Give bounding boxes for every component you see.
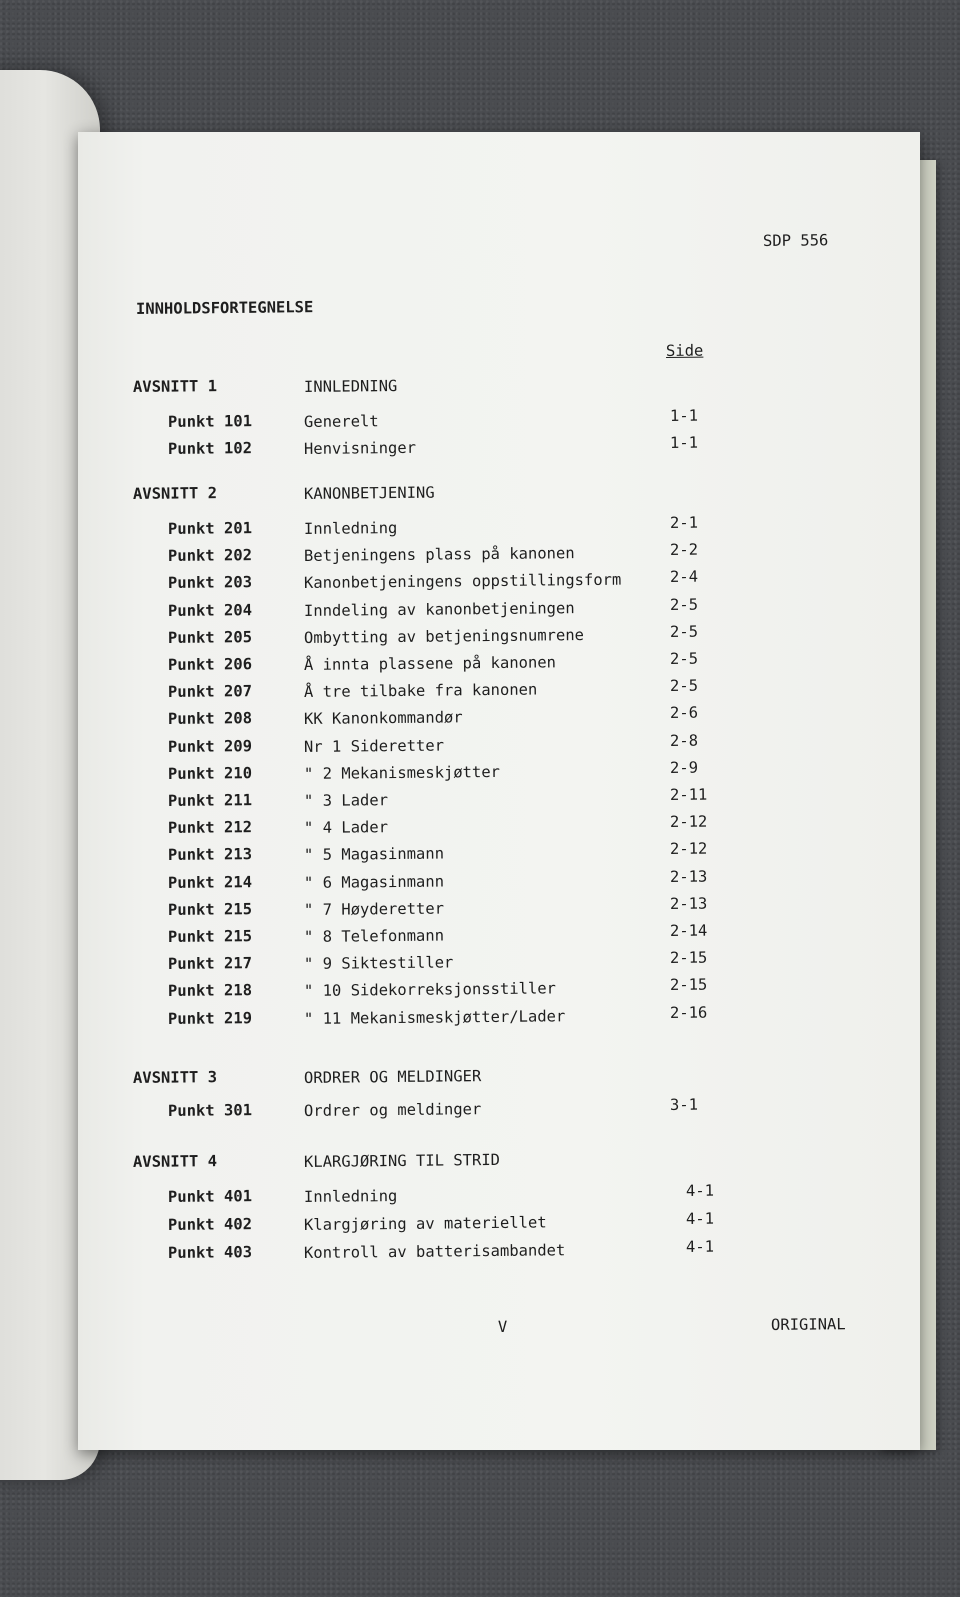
toc-item-page: 2-14: [669, 921, 708, 940]
toc-item-punkt: Punkt 215: [167, 927, 253, 946]
toc-item-page: 1-1: [669, 406, 699, 425]
toc-item-page: 4-1: [685, 1237, 715, 1256]
toc-item-punkt: Punkt 219: [167, 1008, 253, 1028]
document-page: [78, 132, 920, 1450]
toc-item-page: 2-16: [669, 1003, 708, 1022]
toc-item-page: 2-1: [669, 513, 699, 532]
toc-item-title: Betjeningens plass på kanonen: [303, 544, 575, 566]
toc-item-punkt: Punkt 102: [167, 439, 253, 458]
toc-item-punkt: Punkt 206: [167, 655, 253, 674]
toc-item-punkt: Punkt 213: [167, 845, 253, 865]
toc-item-punkt: Punkt 402: [167, 1215, 253, 1234]
toc-item-title: Nr 1 Sideretter: [303, 736, 445, 756]
toc-item-page: 4-1: [685, 1209, 715, 1228]
toc-item-page: 2-12: [669, 840, 708, 859]
toc-item-title: " 9 Siktestiller: [303, 953, 454, 974]
toc-item-punkt: Punkt 205: [167, 627, 253, 647]
toc-item-title: " 8 Telefonmann: [303, 926, 445, 946]
toc-item-page: 1-1: [669, 433, 699, 452]
toc-item-page: 4-1: [685, 1181, 715, 1200]
section-title: KANONBETJENING: [303, 483, 435, 503]
toc-item-title: Ordrer og meldinger: [303, 1100, 482, 1120]
toc-item-punkt: Punkt 210: [167, 763, 253, 783]
toc-item-title: " 2 Mekanismeskjøtter: [303, 762, 501, 783]
toc-item-punkt: Punkt 204: [167, 600, 253, 620]
toc-item-punkt: Punkt 215: [167, 899, 253, 919]
toc-item-title: Inndeling av kanonbetjeningen: [303, 598, 575, 620]
toc-item-title: Kanonbetjeningens oppstillingsform: [303, 571, 622, 593]
page-number: V: [497, 1317, 508, 1336]
toc-item-page: 2-2: [669, 540, 699, 560]
toc-item-title: Klargjøring av materiellet: [303, 1213, 547, 1234]
toc-item-title: " 10 Sidekorreksjonsstiller: [303, 979, 557, 1001]
toc-item-title: Kontroll av batterisambandet: [303, 1241, 566, 1262]
original-label: ORIGINAL: [771, 1315, 847, 1334]
toc-item-punkt: Punkt 218: [167, 981, 253, 1001]
section-label: AVSNITT 2: [132, 484, 218, 503]
section-title: INNLEDNING: [303, 377, 398, 396]
toc-item-title: Innledning: [303, 519, 398, 538]
toc-item-title: " 11 Mekanismeskjøtter/Lader: [303, 1006, 566, 1028]
toc-item-page: 3-1: [669, 1095, 699, 1114]
toc-item-punkt: Punkt 403: [167, 1243, 253, 1262]
toc-item-page: 2-12: [669, 812, 708, 832]
toc-item-title: " 6 Magasinmann: [303, 872, 445, 892]
toc-item-title: Henvisninger: [303, 438, 417, 458]
section-title: KLARGJØRING TIL STRID: [303, 1150, 501, 1171]
toc-item-page: 2-6: [669, 704, 699, 723]
toc-item-title: Generelt: [303, 412, 379, 431]
toc-item-page: 2-5: [669, 622, 699, 641]
toc-item-punkt: Punkt 201: [167, 519, 253, 538]
toc-item-punkt: Punkt 101: [167, 412, 253, 431]
toc-item-title: Ombytting av betjeningsnumrene: [303, 625, 585, 647]
section-label: AVSNITT 3: [132, 1068, 218, 1087]
toc-item-punkt: Punkt 203: [167, 573, 253, 593]
toc-item-title: Å tre tilbake fra kanonen: [303, 680, 538, 702]
page-column-header: Side: [665, 341, 704, 360]
toc-item-punkt: Punkt 202: [167, 546, 253, 566]
toc-item-page: 2-15: [669, 948, 708, 968]
toc-item-punkt: Punkt 207: [167, 682, 253, 702]
toc-item-page: 2-8: [669, 731, 699, 750]
toc-item-title: Innledning: [303, 1187, 398, 1206]
toc-item-title: Å innta plassene på kanonen: [303, 653, 557, 674]
toc-item-punkt: Punkt 209: [167, 736, 253, 756]
section-label: AVSNITT 1: [132, 377, 218, 396]
section-label: AVSNITT 4: [132, 1152, 218, 1171]
toc-item-title: " 5 Magasinmann: [303, 844, 445, 865]
toc-item-page: 2-15: [669, 976, 708, 995]
toc-item-page: 2-13: [669, 894, 708, 913]
toc-item-page: 2-4: [669, 568, 699, 587]
document-code: SDP 556: [762, 231, 829, 250]
toc-item-punkt: Punkt 208: [167, 709, 253, 729]
toc-item-punkt: Punkt 211: [167, 791, 253, 810]
toc-item-title: " 4 Lader: [303, 818, 389, 838]
toc-item-punkt: Punkt 301: [167, 1101, 253, 1120]
toc-item-page: 2-11: [669, 785, 708, 804]
toc-item-page: 2-5: [669, 676, 699, 696]
toc-item-title: " 3 Lader: [303, 791, 389, 810]
toc-item-punkt: Punkt 401: [167, 1187, 253, 1206]
section-title: ORDRER OG MELDINGER: [303, 1067, 482, 1087]
toc-item-page: 2-13: [669, 867, 708, 886]
toc-item-page: 2-5: [669, 595, 699, 614]
toc-item-page: 2-9: [669, 758, 699, 777]
toc-item-title: " 7 Høyderetter: [303, 899, 445, 919]
toc-item-title: KK Kanonkommandør: [303, 708, 463, 729]
toc-item-punkt: Punkt 217: [167, 954, 253, 974]
toc-title: INNHOLDSFORTEGNELSE: [135, 298, 314, 318]
toc-item-page: 2-5: [669, 649, 699, 668]
toc-item-punkt: Punkt 214: [167, 872, 253, 892]
toc-item-punkt: Punkt 212: [167, 818, 253, 838]
